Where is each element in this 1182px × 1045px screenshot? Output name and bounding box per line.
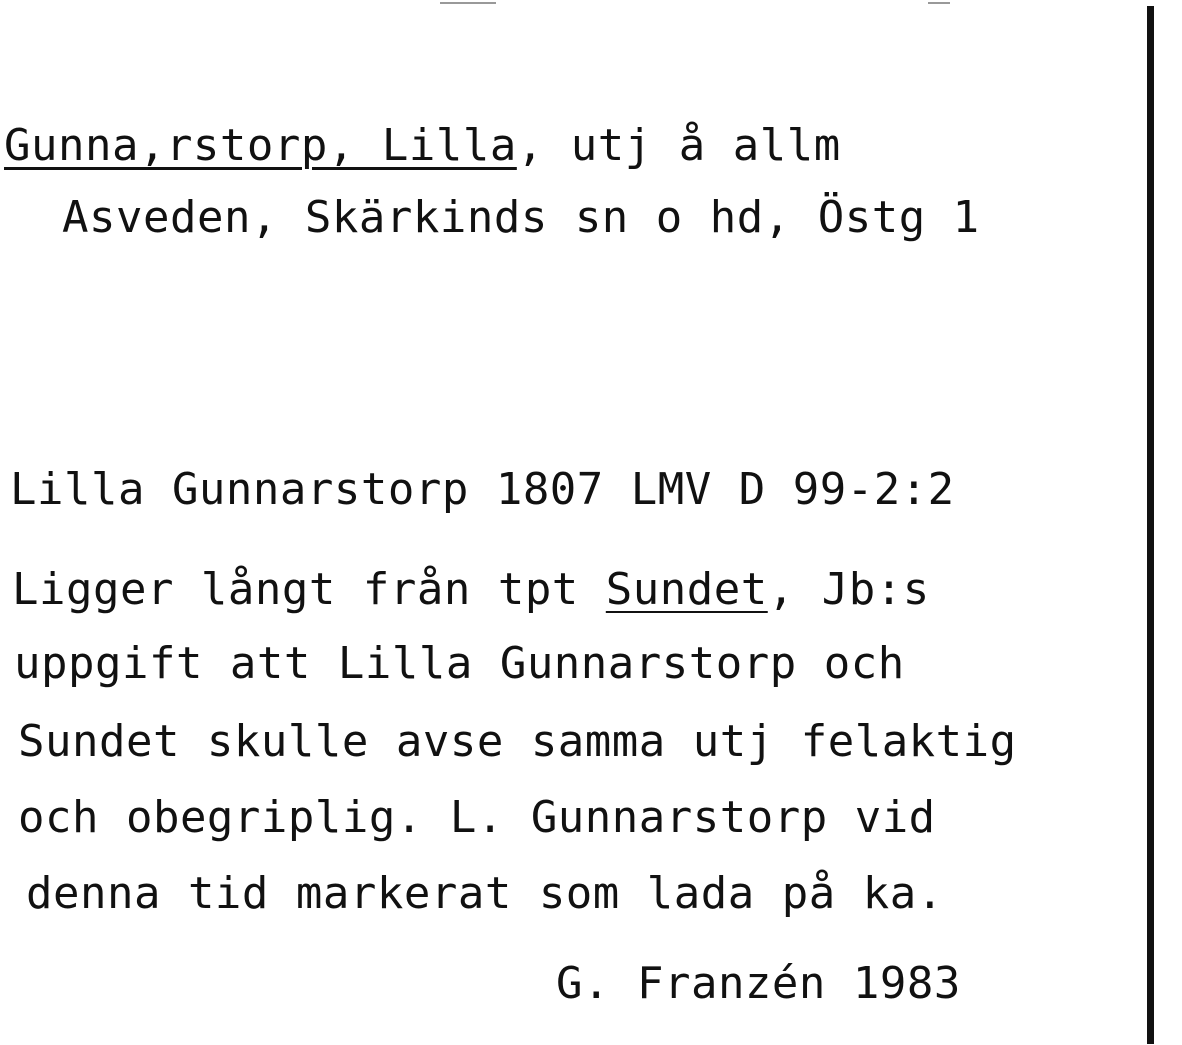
card-edge-line [1147, 6, 1154, 1044]
note-text: , Jb:s [767, 564, 930, 615]
note-place-name: Sundet [605, 564, 768, 615]
note-line: denna tid markerat som lada på ka. [26, 868, 944, 919]
location-line: Asveden, Skärkinds sn o hd, Östg 1 [62, 192, 980, 243]
note-line: Sundet skulle avse samma utj felaktig [18, 716, 1017, 767]
scan-artifact [440, 2, 496, 4]
place-name: Gunna,rstorp, Lilla [4, 120, 517, 171]
place-description: , utj å allm [516, 120, 841, 171]
note-line [12, 562, 930, 618]
signature: G. Franzén 1983 [556, 958, 961, 1009]
card-heading [4, 118, 841, 174]
scan-artifact [928, 2, 950, 4]
note-line: och obegriplig. L. Gunnarstorp vid [18, 792, 936, 843]
map-reference: Lilla Gunnarstorp 1807 LMV D 99-2:2 [10, 464, 955, 515]
note-line: uppgift att Lilla Gunnarstorp och [14, 638, 905, 689]
note-text: Ligger långt från tpt [12, 564, 606, 615]
